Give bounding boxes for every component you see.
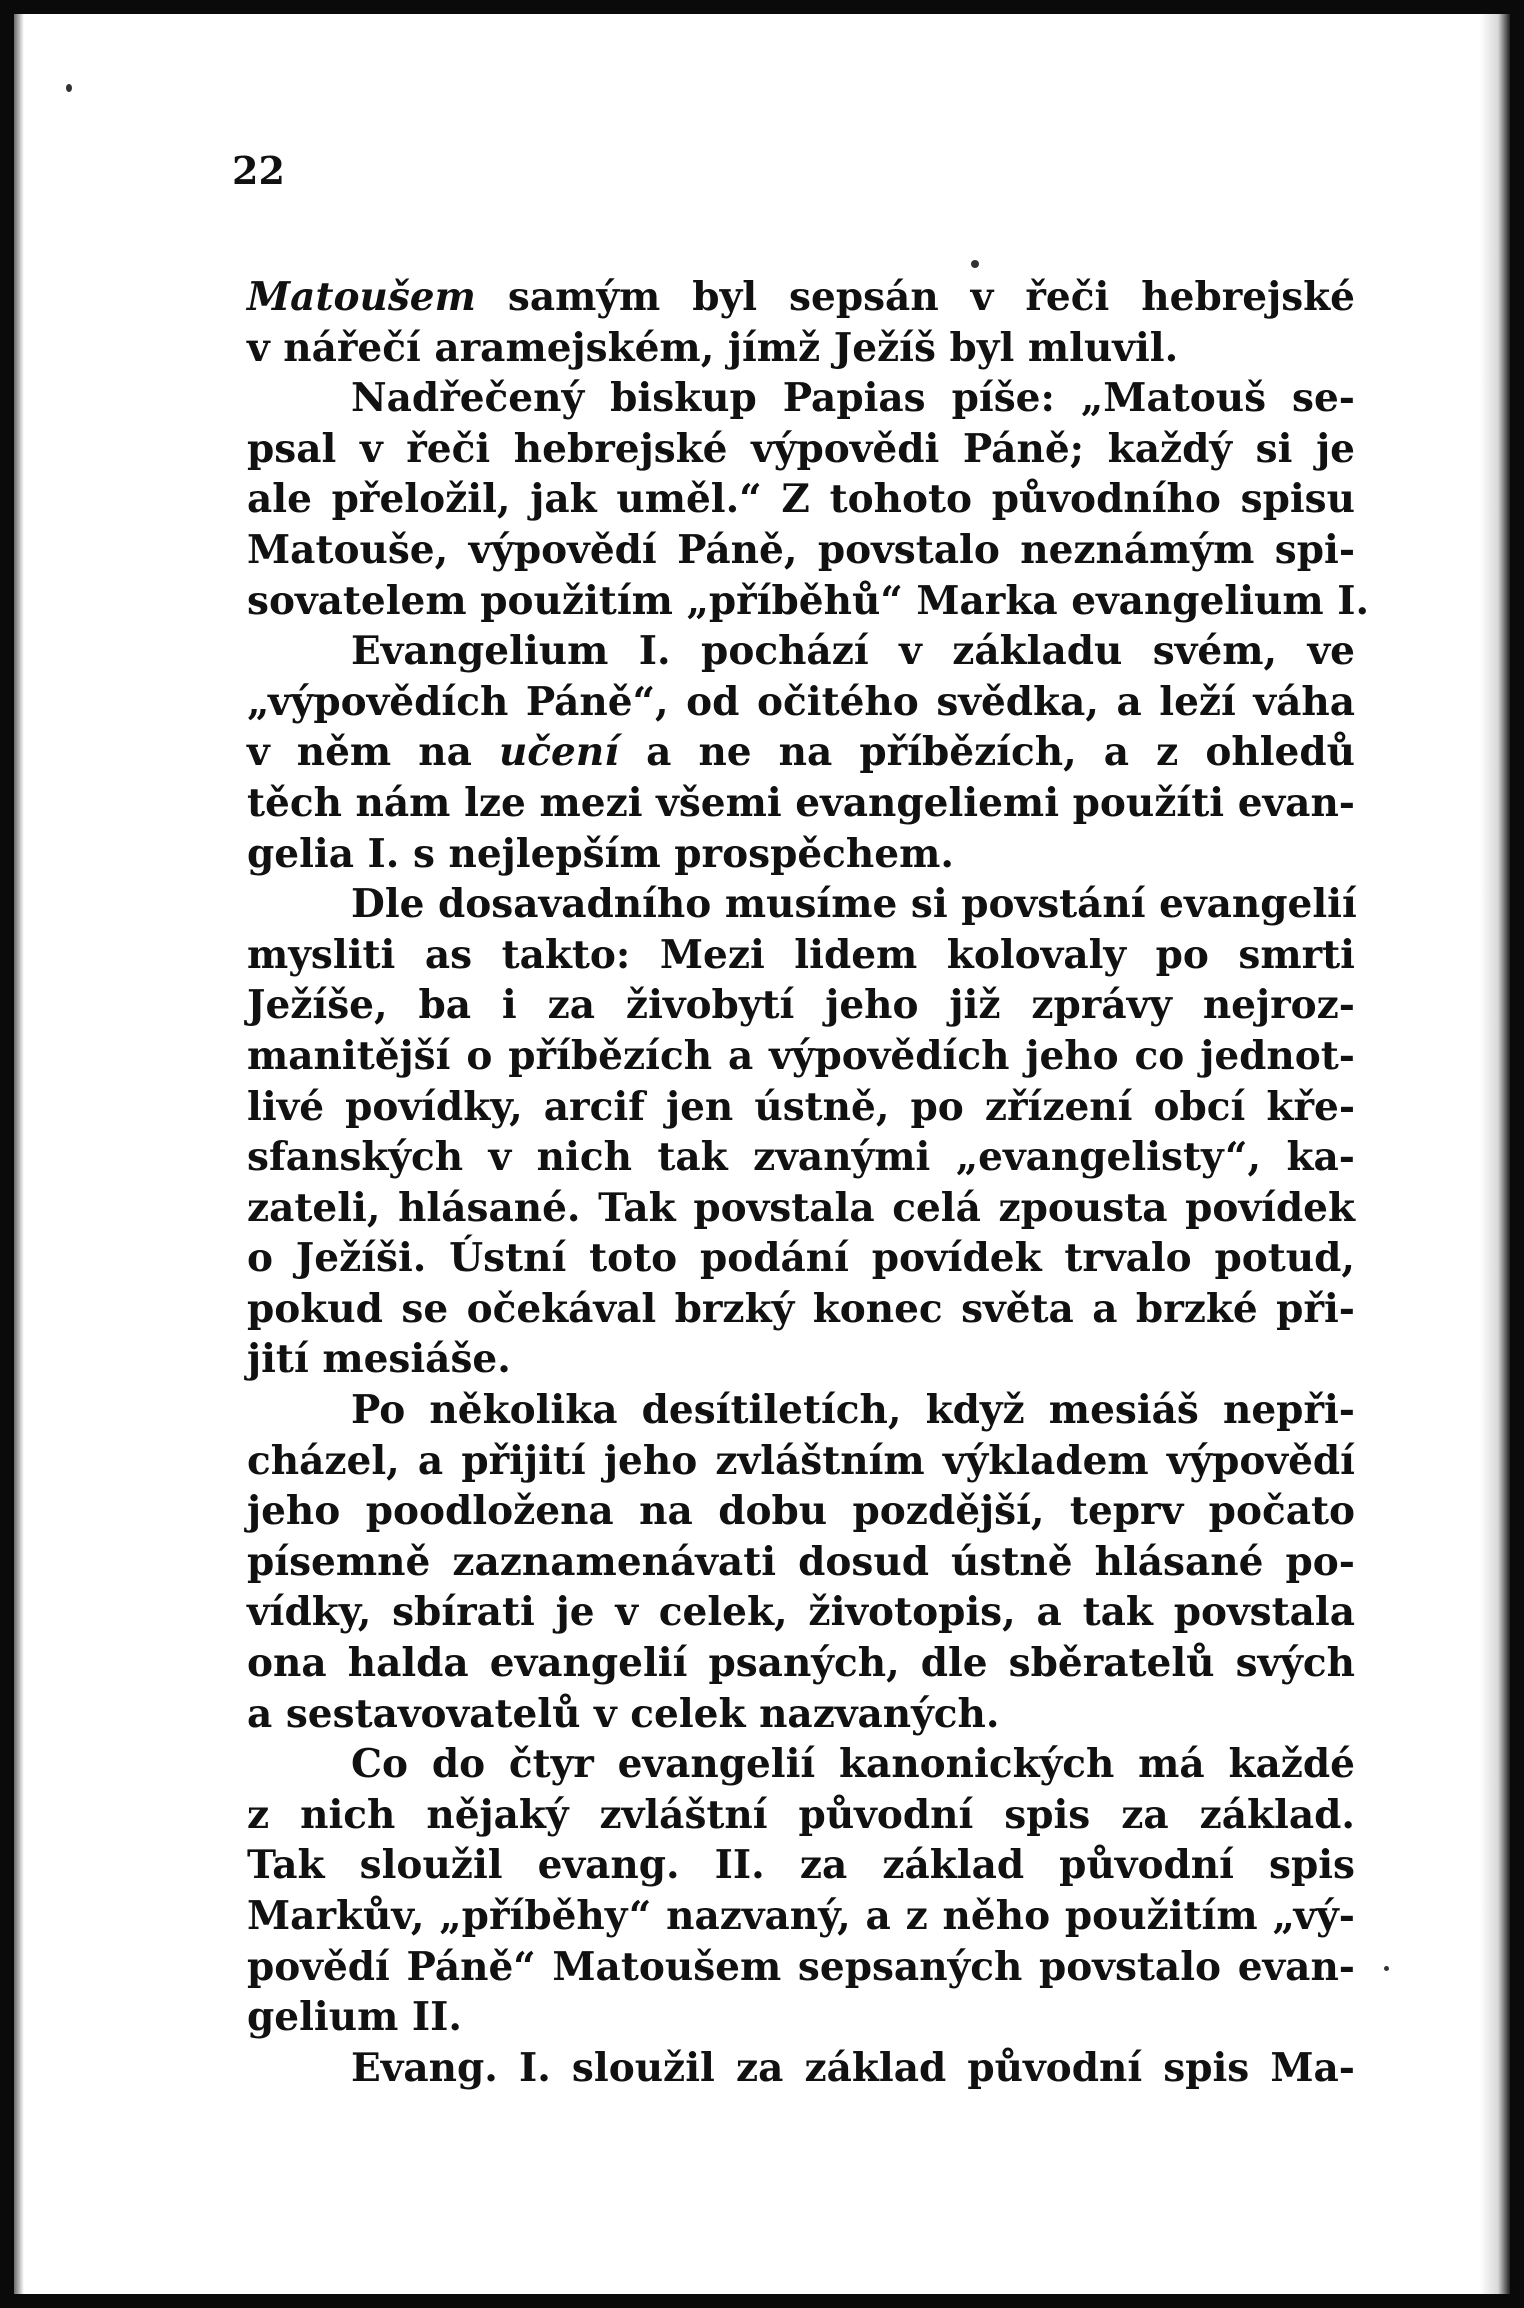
text-line: Matouše, výpovědí Páně, povstalo neznámým spi- xyxy=(247,526,1355,573)
text-line: zateli, hlásané. Tak povstala celá zpousta povídek xyxy=(247,1184,1355,1231)
text-line: Tak sloužil evang. II. za základ původní spis xyxy=(247,1842,1355,1889)
text-line: povědí Páně“ Matoušem sepsaných povstalo evan- xyxy=(247,1943,1355,1990)
text-line: Markův, „příběhy“ nazvaný, a z něho použitím „vý- xyxy=(247,1893,1355,1939)
text-line: sovatelem použitím „příběhů“ Marka evangelium I. xyxy=(247,577,1370,624)
text-line: jití mesiáše. xyxy=(247,1336,511,1383)
text-line: cházel, a přijití jeho zvláštním výkladem výpovědí xyxy=(247,1437,1355,1484)
text-line: „výpovědích Páně“, od očitého svědka, a leží váha xyxy=(247,678,1355,725)
text-line: sfanských v nich tak zvanými „evangelisty“, ka- xyxy=(247,1134,1355,1181)
italic-word: Matoušem xyxy=(247,274,476,320)
text-line: těch nám lze mezi všemi evangeliemi použíti evan- xyxy=(247,779,1355,826)
speck xyxy=(1384,1966,1389,1971)
line-text: a ne na příbězích, a z ohledů xyxy=(619,729,1355,776)
text-line: ona halda evangelií psaných, dle sběratelů svých xyxy=(247,1640,1355,1687)
speck xyxy=(66,84,72,92)
text-line: gelia I. s nejlepším prospěchem. xyxy=(247,830,954,877)
page-right-edge xyxy=(1480,14,1510,2294)
page-number: 22 xyxy=(232,148,285,193)
text-line: manitější o příbězích a výpovědích jeho co jednot- xyxy=(247,1032,1355,1079)
text-line: gelium II. xyxy=(247,1994,462,2041)
speck xyxy=(971,260,979,268)
text-line: Po několika desítiletích, když mesiáš nepři- xyxy=(351,1387,1355,1434)
text-line: Ježíše, ba i za živobytí jeho již zprávy nejroz- xyxy=(247,982,1355,1029)
text-line: vídky, sbírati je v celek, životopis, a tak povstala xyxy=(247,1589,1355,1636)
text-line: z nich nějaký zvláštní původní spis za základ. xyxy=(247,1791,1355,1838)
text-line: v nářečí aramejském, jímž Ježíš byl mluvil. xyxy=(247,324,1179,371)
text-line: Co do čtyr evangelií kanonických má každé xyxy=(351,1741,1355,1788)
text-line: a sestavovatelů v celek nazvaných. xyxy=(247,1690,1000,1737)
text-line: jeho poodložena na dobu pozdější, teprv počato xyxy=(247,1488,1355,1535)
text-line: mysliti as takto: Mezi lidem kolovaly po smrti xyxy=(247,931,1355,978)
text-line: písemně zaznamenávati dosud ústně hlásané po- xyxy=(247,1538,1355,1585)
text-line: Evang. I. sloužil za základ původní spis Ma- xyxy=(351,2044,1355,2091)
text-line: Evangelium I. pochází v základu svém, ve xyxy=(351,628,1355,675)
book-page xyxy=(14,14,1510,2294)
text-line xyxy=(247,727,1355,778)
text-line: livé povídky, arcif jen ústně, po zřízení obcí kře- xyxy=(247,1083,1355,1130)
text-line: Nadřečený biskup Papias píše: „Matouš se- xyxy=(351,375,1355,422)
italic-word: učení xyxy=(498,729,620,776)
text-line: Dle dosavadního musíme si povstání evangelií xyxy=(351,881,1357,928)
text-line: o Ježíši. Ústní toto podání povídek trvalo potud, xyxy=(247,1235,1355,1282)
page-left-edge xyxy=(14,14,24,2294)
text-line: ale přeložil, jak uměl.“ Z tohoto původního spisu xyxy=(247,476,1355,523)
text-line: psal v řeči hebrejské výpovědi Páně; každý si je xyxy=(247,425,1355,472)
line-text: samým byl sepsán v řeči hebrejské xyxy=(475,274,1355,320)
body-text xyxy=(247,272,1370,2093)
line-text: v něm na xyxy=(247,729,499,776)
text-line xyxy=(247,272,1355,323)
text-line: pokud se očekával brzký konec světa a brzké při- xyxy=(247,1285,1355,1332)
